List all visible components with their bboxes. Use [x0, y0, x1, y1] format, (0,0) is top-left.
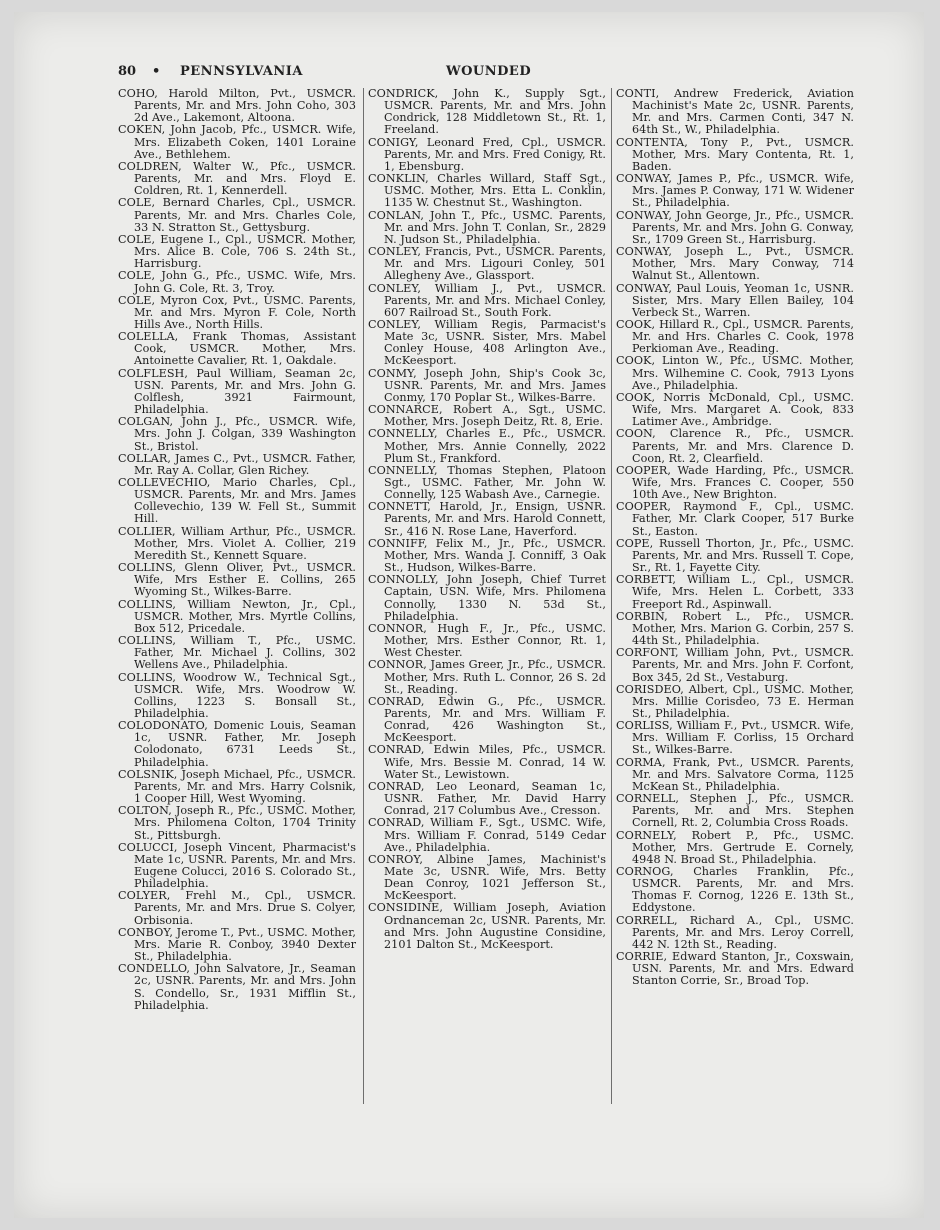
- casualty-entry: CONNELLY, Charles E., Pfc., USMCR. Mother, Mrs. Annie Connelly, 2022 Plum St., Frankford.: [368, 427, 606, 465]
- casualty-entry: CONDRICK, John K., Supply Sgt., USMCR. Parents, Mr. and Mrs. John Condrick, 128 Middletown St., Rt. 1, Freeland.: [368, 87, 606, 137]
- casualty-entry: COLE, Eugene I., Cpl., USMCR. Mother, Mrs. Alice B. Cole, 706 S. 24th St., Harrisburg.: [118, 232, 356, 271]
- page-number: 80: [118, 64, 137, 79]
- casualty-entry: CONBOY, Jerome T., Pvt., USMC. Mother, Mrs. Marie R. Conboy, 3940 Dexter St., Philadelphia.: [118, 925, 356, 964]
- casualty-entry: CORLISS, William F., Pvt., USMCR. Wife, Mrs. William F. Corliss, 15 Orchard St., Wilkes-Barre.: [616, 719, 854, 757]
- casualty-entry: CONDELLO, John Salvatore, Jr., Seaman 2c, USNR. Parents, Mr. and Mrs. John S. Condello, Sr., 1931 Mifflin St., Philadelphia.: [118, 962, 356, 1012]
- casualty-entry: CORBIN, Robert L., Pfc., USMCR. Mother, Mrs. Marion G. Corbin, 257 S. 44th St., Philadelphia.: [616, 609, 854, 648]
- casualty-entry: CONROY, Albine James, Machinist's Mate 3c, USNR. Wife, Mrs. Betty Dean Conroy, 1021 Jefferson St., McKeesport.: [368, 852, 606, 903]
- casualty-entry: CORNELL, Stephen J., Pfc., USMCR. Parents, Mr. and Mrs. Stephen Cornell, Rt. 2, Columbia Cross Roads.: [616, 792, 854, 830]
- casualty-entry: COLTON, Joseph R., Pfc., USMC. Mother, Mrs. Philomena Colton, 1704 Trinity St., Pittsburgh.: [118, 804, 356, 842]
- casualty-entry: COPE, Russell Thorton, Jr., Pfc., USMC. Parents, Mr. and Mrs. Russell T. Cope, Sr., Rt. 1, Fayette City.: [616, 536, 854, 575]
- casualty-entry: CONNARCE, Robert A., Sgt., USMC. Mother, Mrs. Joseph Deitz, Rt. 8, Erie.: [368, 403, 606, 429]
- column-1: [118, 88, 356, 1012]
- column-divider: [611, 88, 612, 1104]
- casualty-entry: COLSNIK, Joseph Michael, Pfc., USMCR. Parents, Mr. and Mrs. Harry Colsnik, 1 Cooper Hill, West Wyoming.: [118, 767, 356, 806]
- casualty-entry: COLLINS, Glenn Oliver, Pvt., USMCR. Wife, Mrs Esther E. Collins, 265 Wyoming St., Wilkes-Barre.: [118, 561, 356, 599]
- casualty-entry: CORNOG, Charles Franklin, Pfc., USMCR. Parents, Mr. and Mrs. Thomas F. Cornog, 1226 E. 13th St., Eddystone.: [616, 865, 854, 915]
- casualty-entry: COLFLESH, Paul William, Seaman 2c, USN. Parents, Mr. and Mrs. John G. Colflesh, 3921 Fairmount, Philadelphia.: [118, 366, 356, 417]
- casualty-entry: COLLIER, William Arthur, Pfc., USMCR. Mother, Mrs. Violet A. Collier, 219 Meredith St., Kennett Square.: [118, 524, 356, 562]
- casualty-entry: CONMY, Joseph John, Ship's Cook 3c, USNR. Parents, Mr. and Mrs. James Conmy, 170 Poplar St., Wilkes-Barre.: [368, 366, 606, 404]
- column-2: [368, 88, 606, 951]
- casualty-entry: CONKLIN, Charles Willard, Staff Sgt., USMC. Mother, Mrs. Etta L. Conklin, 1135 W. Chestnut St., Washington.: [368, 172, 606, 210]
- casualty-entry: COOK, Linton W., Pfc., USMC. Mother, Mrs. Wilhemine C. Cook, 7913 Lyons Ave., Philadelphia.: [616, 354, 854, 392]
- casualty-entry: CONLEY, William J., Pvt., USMCR. Parents, Mr. and Mrs. Michael Conley, 607 Railroad St., South Fork.: [368, 281, 606, 319]
- casualty-entry: CONNOR, James Greer, Jr., Pfc., USMCR. Mother, Mrs. Ruth L. Connor, 26 S. 2d St., Reading.: [368, 658, 606, 696]
- casualty-entry: CONWAY, Joseph L., Pvt., USMCR. Mother, Mrs. Mary Conway, 714 Walnut St., Allentown.: [616, 245, 854, 283]
- casualty-entry: COLELLA, Frank Thomas, Assistant Cook, USMCR. Mother, Mrs. Antoinette Cavalier, Rt. 1, Oakdale.: [118, 330, 356, 368]
- casualty-entry: COOPER, Raymond F., Cpl., USMC. Father, Mr. Clark Cooper, 517 Burke St., Easton.: [616, 500, 854, 538]
- casualty-entry: COLDREN, Walter W., Pfc., USMCR. Parents, Mr. and Mrs. Floyd E. Coldren, Rt. 1, Kennerdell.: [118, 159, 356, 198]
- casualty-entry: CONWAY, James P., Pfc., USMCR. Wife, Mrs. James P. Conway, 171 W. Widener St., Philadelphia.: [616, 172, 854, 210]
- casualty-entry: CONLEY, William Regis, Parmacist's Mate 3c, USNR. Sister, Mrs. Mabel Conley House, 408 Arlington Ave., McKeesport.: [368, 317, 606, 368]
- casualty-entry: COOK, Hillard R., Cpl., USMCR. Parents, Mr. and Hrs. Charles C. Cook, 1978 Perkioman Ave., Reading.: [616, 317, 854, 356]
- casualty-entry: CORRIE, Edward Stanton, Jr., Coxswain, USN. Parents, Mr. and Mrs. Edward Stanton Corrie, Sr., Broad Top.: [616, 950, 854, 988]
- casualty-entry: CONLEY, Francis, Pvt., USMCR. Parents, Mr. and Mrs. Ligouri Conley, 501 Allegheny Ave., Glassport.: [368, 245, 606, 283]
- column-divider: [363, 88, 364, 1104]
- casualty-entry: COLE, John G., Pfc., USMC. Wife, Mrs. John G. Cole, Rt. 3, Troy.: [118, 269, 356, 295]
- casualty-entry: CORISDEO, Albert, Cpl., USMC. Mother, Mrs. Millie Corisdeo, 73 E. Herman St., Philadelphia.: [616, 682, 854, 720]
- casualty-entry: COLLAR, James C., Pvt., USMCR. Father, Mr. Ray A. Collar, Glen Richey.: [118, 451, 356, 477]
- casualty-entry: CORRELL, Richard A., Cpl., USMC. Parents, Mr. and Mrs. Leroy Correll, 442 N. 12th St., Reading.: [616, 913, 854, 951]
- casualty-entry: CONRAD, Edwin Miles, Pfc., USMCR. Wife, Mrs. Bessie M. Conrad, 14 W. Water St., Lewistown.: [368, 743, 606, 781]
- casualty-entry: CONNOLLY, John Joseph, Chief Turret Captain, USN. Wife, Mrs. Philomena Connolly, 1330 N. 53d St., Philadelphia.: [368, 573, 606, 623]
- casualty-entry: CONRAD, William F., Sgt., USMC. Wife, Mrs. William F. Conrad, 5149 Cedar Ave., Philadelphia.: [368, 816, 606, 854]
- casualty-entry: COLGAN, John J., Pfc., USMCR. Wife, Mrs. John J. Colgan, 339 Washington St., Bristol.: [118, 415, 356, 453]
- casualty-entry: COLODONATO, Domenic Louis, Seaman 1c, USNR. Father, Mr. Joseph Colodonato, 6731 Leeds St., Philadelphia.: [118, 719, 356, 769]
- casualty-entry: CORMA, Frank, Pvt., USMCR. Parents, Mr. and Mrs. Salvatore Corma, 1125 McKean St., Philadelphia.: [616, 755, 854, 793]
- header-bullet: •: [152, 64, 161, 79]
- casualty-entry: CONNIFF, Felix M., Jr., Pfc., USMCR. Mother, Mrs. Wanda J. Conniff, 3 Oak St., Hudson, Wilkes-Barre.: [368, 536, 606, 575]
- casualty-entry: CONNOR, Hugh F., Jr., Pfc., USMC. Mother, Mrs. Esther Connor, Rt. 1, West Chester.: [368, 621, 606, 660]
- state-heading: PENNSYLVANIA: [180, 64, 303, 79]
- casualty-entry: CONIGY, Leonard Fred, Cpl., USMCR. Parents, Mr. and Mrs. Fred Conigy, Rt. 1, Ebensburg.: [368, 135, 606, 173]
- casualty-entry: CONTENTA, Tony P., Pvt., USMCR. Mother, Mrs. Mary Contenta, Rt. 1, Baden.: [616, 135, 854, 173]
- document-page: [14, 12, 924, 1218]
- casualty-entry: COOPER, Wade Harding, Pfc., USMCR. Wife, Mrs. Frances C. Cooper, 550 10th Ave., New Brighton.: [616, 463, 854, 502]
- casualty-entry: COLLINS, William Newton, Jr., Cpl., USMCR. Mother, Mrs. Myrtle Collins, Box 512, Pricedale.: [118, 597, 356, 635]
- casualty-entry: CORBETT, William L., Cpl., USMCR. Wife, Mrs. Helen L. Corbett, 333 Freeport Rd., Aspinwall.: [616, 573, 854, 611]
- casualty-entry: CORFONT, William John, Pvt., USMCR. Parents, Mr. and Mrs. John F. Corfont, Box 345, 2d St., Vestaburg.: [616, 646, 854, 684]
- casualty-entry: COLE, Bernard Charles, Cpl., USMCR. Parents, Mr. and Mrs. Charles Cole, 33 N. Stratton St., Gettysburg.: [118, 196, 356, 234]
- column-3: [616, 88, 854, 988]
- casualty-entry: CONLAN, John T., Pfc., USMC. Parents, Mr. and Mrs. John T. Conlan, Sr., 2829 N. Judson St., Philadelphia.: [368, 208, 606, 246]
- casualty-entry: COLYER, Frehl M., Cpl., USMCR. Parents, Mr. and Mrs. Drue S. Colyer, Orbisonia.: [118, 889, 356, 927]
- page-header: [118, 64, 868, 84]
- casualty-entry: COLUCCI, Joseph Vincent, Pharmacist's Mate 1c, USNR. Parents, Mr. and Mrs. Eugene Colucci, 2016 S. Colorado St., Philadelphia.: [118, 840, 356, 891]
- casualty-entry: COLLINS, William T., Pfc., USMC. Father, Mr. Michael J. Collins, 302 Wellens Ave., Philadelphia.: [118, 634, 356, 672]
- casualty-entry: CONNELLY, Thomas Stephen, Platoon Sgt., USMC. Father, Mr. John W. Connelly, 125 Wabash Ave., Carnegie.: [368, 463, 606, 502]
- casualty-entry: COLLEVECHIO, Mario Charles, Cpl., USMCR. Parents, Mr. and Mrs. James Collevechio, 139 W. Fell St., Summit Hill.: [118, 476, 356, 526]
- casualty-entry: CORNELY, Robert P., Pfc., USMC. Mother, Mrs. Gertrude E. Cornely, 4948 N. Broad St., Philadelphia.: [616, 828, 854, 866]
- casualty-entry: COON, Clarence R., Pfc., USMCR. Parents, Mr. and Mrs. Clarence D. Coon, Rt. 2, Clearfield.: [616, 427, 854, 465]
- casualty-entry: COLLINS, Woodrow W., Technical Sgt., USMCR. Wife, Mrs. Woodrow W. Collins, 1223 S. Bonsall St., Philadelphia.: [118, 670, 356, 720]
- casualty-entry: CONRAD, Edwin G., Pfc., USMCR. Parents, Mr. and Mrs. William F. Conrad, 426 Washington St., McKeesport.: [368, 694, 606, 745]
- section-heading: WOUNDED: [446, 64, 532, 79]
- casualty-entry: CONWAY, Paul Louis, Yeoman 1c, USNR. Sister, Mrs. Mary Ellen Bailey, 104 Verbeck St., Warren.: [616, 281, 854, 319]
- casualty-entry: CONSIDINE, William Joseph, Aviation Ordnanceman 2c, USNR. Parents, Mr. and Mrs. John Augustine Considine, 2101 Dalton St., McKeesport.: [368, 901, 606, 951]
- casualty-entry: COOK, Norris McDonald, Cpl., USMC. Wife, Mrs. Margaret A. Cook, 833 Latimer Ave., Ambridge.: [616, 390, 854, 429]
- casualty-entry: CONWAY, John George, Jr., Pfc., USMCR. Parents, Mr. and Mrs. John G. Conway, Sr., 1709 Green St., Harrisburg.: [616, 208, 854, 246]
- casualty-entry: CONRAD, Leo Leonard, Seaman 1c, USNR. Father, Mr. David Harry Conrad, 217 Columbus Ave., Cresson.: [368, 779, 606, 818]
- casualty-entry: CONNETT, Harold, Jr., Ensign, USNR. Parents, Mr. and Mrs. Harold Connett, Sr., 416 N. Rose Lane, Haverford.: [368, 500, 606, 538]
- casualty-entry: CONTI, Andrew Frederick, Aviation Machinist's Mate 2c, USNR. Parents, Mr. and Mrs. Carmen Conti, 347 N. 64th St., W., Philadelphia.: [616, 87, 854, 137]
- casualty-entry: COHO, Harold Milton, Pvt., USMCR. Parents, Mr. and Mrs. John Coho, 303 2d Ave., Lakemont, Altoona.: [118, 87, 356, 125]
- casualty-entry: COKEN, John Jacob, Pfc., USMCR. Wife, Mrs. Elizabeth Coken, 1401 Loraine Ave., Bethlehem.: [118, 123, 356, 161]
- casualty-entry: COLE, Myron Cox, Pvt., USMC. Parents, Mr. and Mrs. Myron F. Cole, North Hills Ave., North Hills.: [118, 293, 356, 331]
